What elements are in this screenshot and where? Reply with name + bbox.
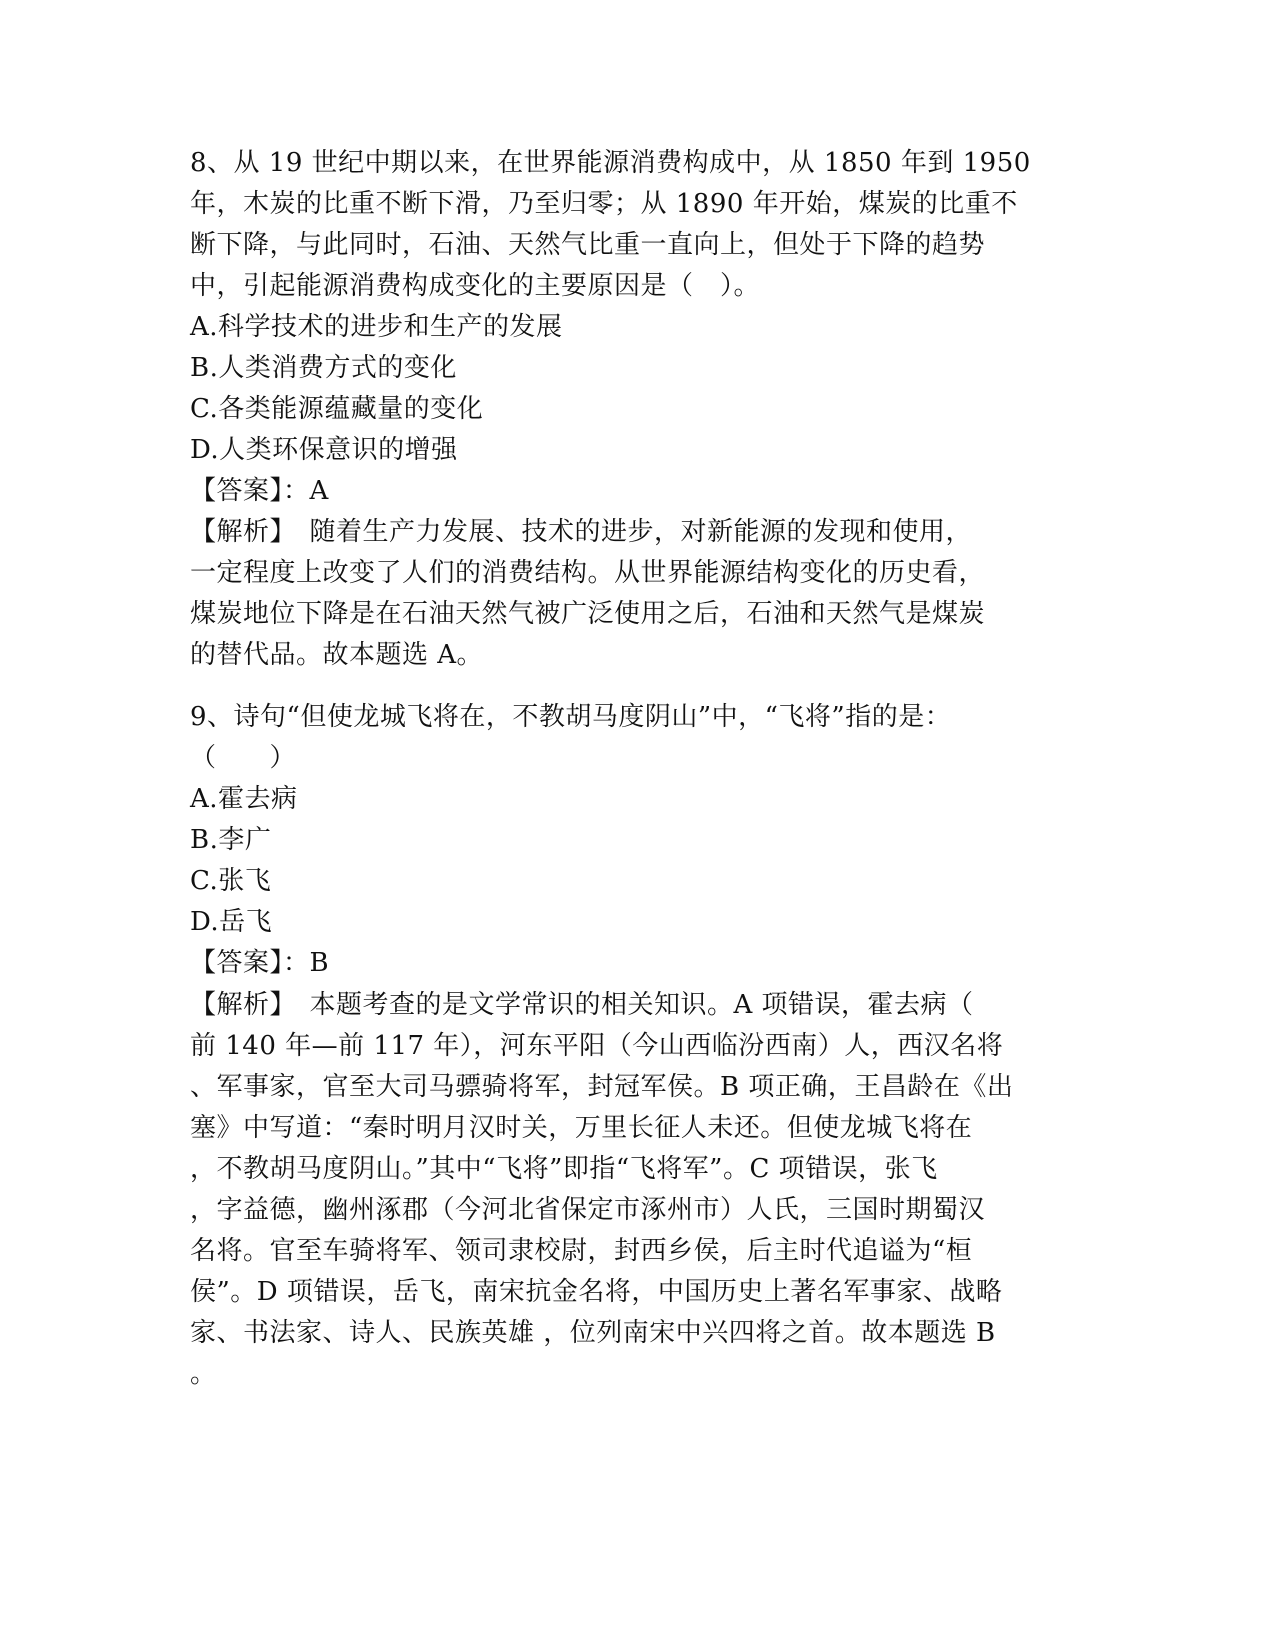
analysis-line: 一定程度上改变了人们的消费结构。从世界能源结构变化的历史看， [190, 558, 986, 588]
question-stem-line: 中，引起能源消费构成变化的主要原因是（ ）。 [190, 271, 761, 301]
option-d: D.岳飞 [190, 907, 273, 937]
option-c: C.各类能源蕴藏量的变化 [190, 394, 484, 424]
question-stem-line: 年，木炭的比重不断下滑，乃至归零；从 1890 年开始，煤炭的比重不 [190, 189, 1018, 219]
answer-line: 【答案】：A [190, 476, 329, 506]
analysis-line: 、军事家，官至大司马骠骑将军，封冠军侯。B 项正确，王昌龄在《出 [190, 1072, 1014, 1102]
option-d: D.人类环保意识的增强 [190, 435, 458, 465]
question-stem-line: 8、从 19 世纪中期以来，在世界能源消费构成中，从 1850 年到 1950 [190, 148, 1031, 178]
analysis-line: 名将。官至车骑将军、领司隶校尉，封西乡侯，后主时代追谥为“桓 [190, 1236, 973, 1266]
analysis-line: 家、书法家、诗人、民族英雄 ，位列南宋中兴四将之首。故本题选 B [190, 1318, 996, 1348]
analysis-line: 【解析】 本题考查的是文学常识的相关知识。A 项错误，霍去病（ [190, 990, 974, 1020]
option-a: A.科学技术的进步和生产的发展 [190, 312, 563, 342]
analysis-line: 前 140 年—前 117 年），河东平阳（今山西临汾西南）人，西汉名将 [190, 1031, 1004, 1061]
option-b: B.人类消费方式的变化 [190, 353, 457, 383]
analysis-line: 【解析】 随着生产力发展、技术的进步，对新能源的发现和使用， [190, 517, 973, 547]
analysis-line: 侯”。D 项错误，岳飞，南宋抗金名将，中国历史上著名军事家、战略 [190, 1277, 1003, 1307]
analysis-line: ，不教胡马度阴山。”其中“飞将”即指“飞将军”。C 项错误，张飞 [190, 1154, 938, 1184]
analysis-line: 煤炭地位下降是在石油天然气被广泛使用之后，石油和天然气是煤炭 [190, 599, 986, 629]
option-b: B.李广 [190, 825, 272, 855]
question-stem-line: （ ） [190, 743, 297, 773]
analysis-line: 。 [190, 1359, 217, 1389]
analysis-line: ，字益德，幽州涿郡（今河北省保定市涿州市）人氏，三国时期蜀汉 [190, 1195, 986, 1225]
analysis-line: 塞》中写道：“秦时明月汉时关，万里长征人未还。但使龙城飞将在 [190, 1113, 973, 1143]
option-c: C.张飞 [190, 866, 272, 896]
answer-line: 【答案】：B [190, 948, 330, 978]
option-a: A.霍去病 [190, 784, 298, 814]
question-stem-line: 9、诗句“但使龙城飞将在，不教胡马度阴山”中，“飞将”指的是： [190, 702, 952, 732]
question-stem-line: 断下降，与此同时，石油、天然气比重一直向上，但处于下降的趋势 [190, 230, 986, 260]
analysis-line: 的替代品。故本题选 A。 [190, 640, 484, 670]
